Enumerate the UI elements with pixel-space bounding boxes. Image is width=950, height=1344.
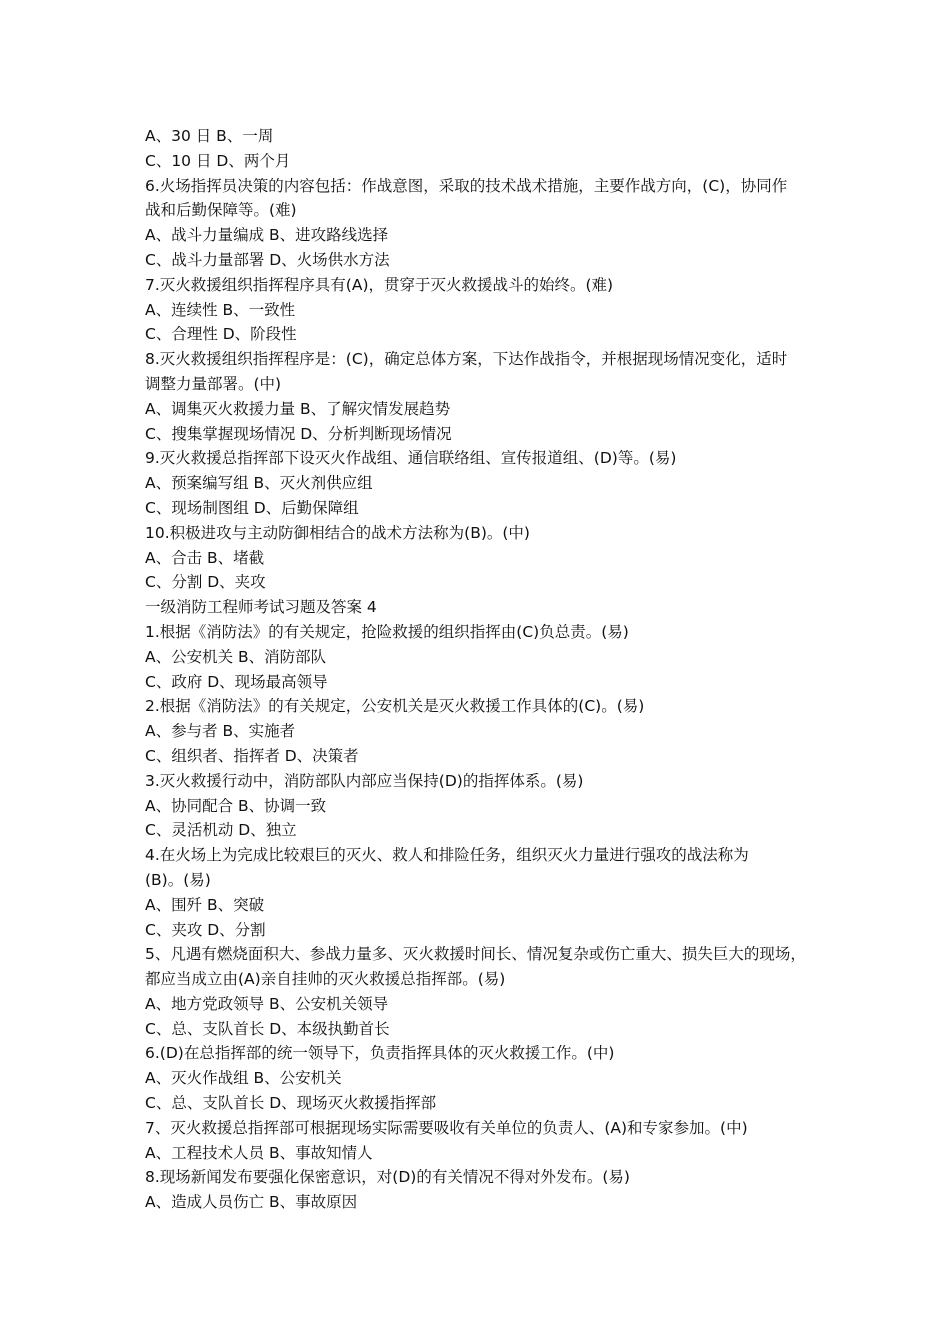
text-line: 都应当成立由(A)亲自挂帅的灭火救援总指挥部。(易) [145,970,506,989]
text-line: 调整力量部署。(中) [145,374,282,393]
text-line: A、调集灭火救援力量 B、了解灾情发展趋势 [145,399,451,418]
text-line: 7.灭火救援组织指挥程序具有(A)，贯穿于灭火救援战斗的始终。(难) [145,275,614,294]
text-line: 4.在火场上为完成比较艰巨的灭火、救人和排险任务，组织灭火力量进行强攻的战法称为 [145,846,749,865]
text-line: 9.灭火救援总指挥部下设灭火作战组、通信联络组、宣传报道组、(D)等。(易) [145,449,677,468]
text-line: A、预案编写组 B、灭火剂供应组 [145,474,373,493]
text-line: C、战斗力量部署 D、火场供水方法 [145,250,390,269]
text-line: 7、灭火救援总指挥部可根据现场实际需要吸收有关单位的负责人、(A)和专家参加。(中) [145,1118,748,1137]
text-line: C、灵活机动 D、独立 [145,821,297,840]
text-line: A、参与者 B、实施者 [145,722,296,741]
text-line: C、现场制图组 D、后勤保障组 [145,498,359,517]
text-line: 6.(D)在总指挥部的统一领导下，负责指挥具体的灭火救援工作。(中) [145,1044,615,1063]
text-line: A、造成人员伤亡 B、事故原因 [145,1193,358,1212]
text-line: A、工程技术人员 B、事故知情人 [145,1143,373,1162]
text-line: C、合理性 D、阶段性 [145,325,297,344]
text-line: A、围歼 B、突破 [145,895,265,914]
text-line: 8.现场新闻发布要强化保密意识，对(D)的有关情况不得对外发布。(易) [145,1168,630,1187]
text-line: A、合击 B、堵截 [145,548,265,567]
text-line: A、协同配合 B、协调一致 [145,796,327,815]
text-line: A、战斗力量编成 B、进攻路线选择 [145,226,389,245]
text-line: A、灭火作战组 B、公安机关 [145,1069,342,1088]
text-line: A、地方党政领导 B、公安机关领导 [145,994,389,1013]
text-line: C、组织者、指挥者 D、决策者 [145,746,359,765]
text-line: C、分割 D、夹攻 [145,573,266,592]
text-line: (B)。(易) [145,870,211,889]
text-line: 一级消防工程师考试习题及答案 4 [145,598,377,617]
text-line: 8.灭火救援组织指挥程序是：(C)，确定总体方案，下达作战指令，并根据现场情况变化，适时 [145,350,788,369]
text-line: C、搜集掌握现场情况 D、分析判断现场情况 [145,424,452,443]
text-line: C、夹攻 D、分割 [145,920,266,939]
text-line: 6.火场指挥员决策的内容包括：作战意图，采取的技术战术措施，主要作战方向，(C)，协同作 [145,176,788,195]
text-line: A、30 日 B、一周 [145,127,274,145]
text-line: C、政府 D、现场最高领导 [145,672,328,691]
text-line: 1.根据《消防法》的有关规定，抢险救援的组织指挥由(C)负总责。(易) [145,622,629,641]
text-line: A、连续性 B、一致性 [145,300,296,319]
text-line: 战和后勤保障等。(难) [145,201,297,220]
text-line: 10.积极进攻与主动防御相结合的战术方法称为(B)。(中) [145,523,530,542]
text-line: 3.灭火救援行动中，消防部队内部应当保持(D)的指挥体系。(易) [145,771,584,790]
text-line: 2.根据《消防法》的有关规定，公安机关是灭火救援工作具体的(C)。(易) [145,697,645,716]
document-body [145,124,817,1215]
text-line: 5、凡遇有燃烧面积大、参战力量多、灭火救援时间长、情况复杂或伤亡重大、损失巨大的现场， [145,945,806,964]
text-line: C、10 日 D、两个月 [145,151,291,170]
text-line: C、总、支队首长 D、现场灭火救援指挥部 [145,1094,437,1113]
text-line: C、总、支队首长 D、本级执勤首长 [145,1019,390,1038]
text-line: A、公安机关 B、消防部队 [145,647,327,666]
